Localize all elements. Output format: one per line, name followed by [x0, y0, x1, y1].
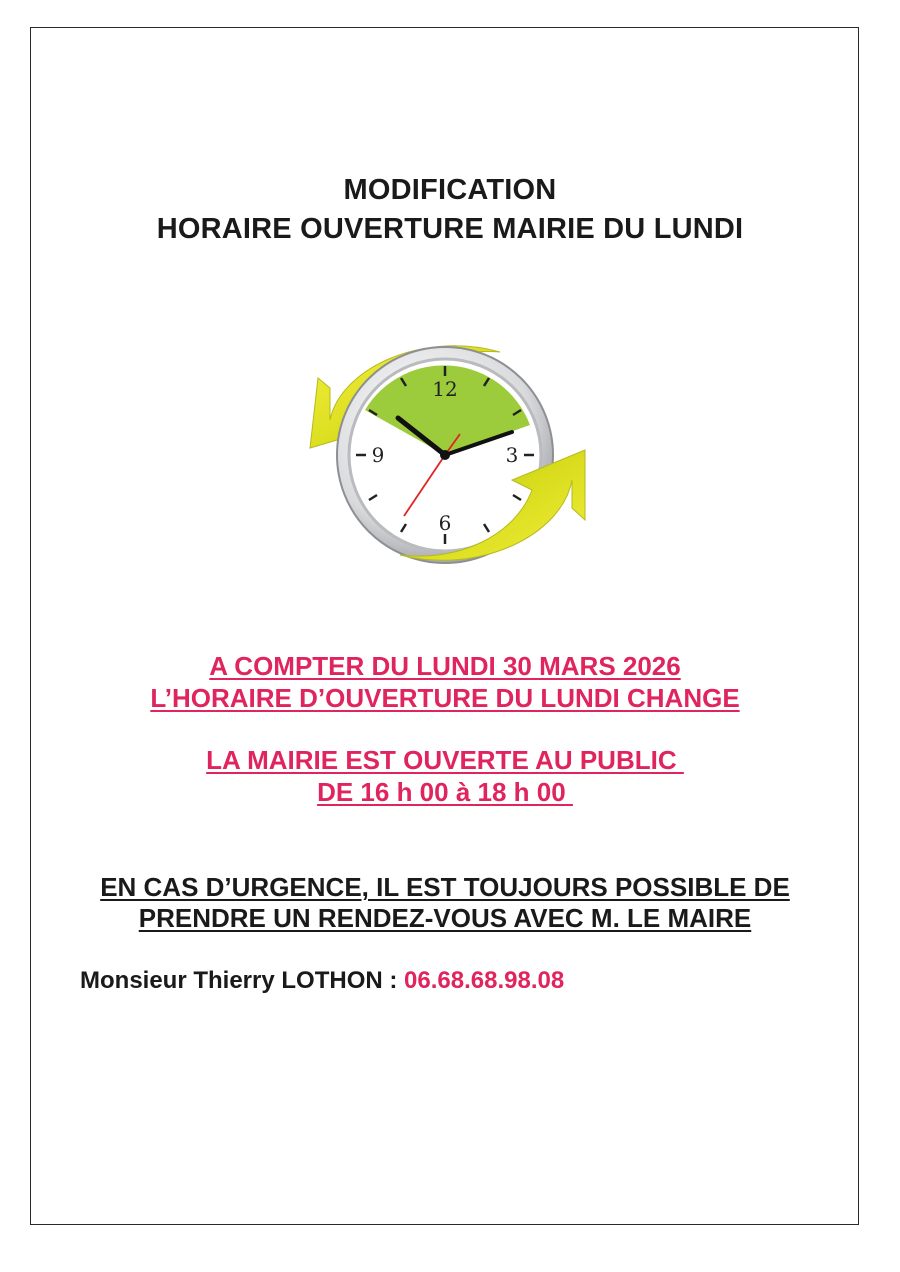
urgency-line-2: PRENDRE UN RENDEZ-VOUS AVEC M. LE MAIRE: [138, 903, 752, 933]
contact-name: Monsieur Thierry LOTHON: [80, 967, 383, 994]
announcement-hours: DE 16 h 00 à 18 h 00: [317, 777, 573, 807]
announcement-open: LA MAIRIE EST OUVERTE AU PUBLIC: [206, 745, 684, 775]
contact-phone[interactable]: 06.68.68.98.08: [404, 967, 565, 994]
urgency-line-1: EN CAS D’URGENCE, IL EST TOUJOURS POSSIBLE DE: [100, 872, 790, 902]
contact-separator: :: [382, 967, 405, 994]
clock-illustration: [300, 330, 600, 580]
clock-numeral-9: 9: [371, 443, 385, 467]
clock-icon: [300, 330, 600, 580]
page-subtitle: HORAIRE OUVERTURE MAIRIE DU LUNDI: [156, 213, 744, 245]
announcement-date: A COMPTER DU LUNDI 30 MARS 2026: [209, 651, 681, 681]
clock-numeral-12: 12: [432, 377, 458, 401]
clock-numeral-3: 3: [505, 443, 519, 467]
clock-numeral-6: 6: [438, 511, 452, 535]
contact-line: [80, 966, 564, 996]
announcement-change: L’HORAIRE D’OUVERTURE DU LUNDI CHANGE: [150, 683, 740, 713]
page-title: MODIFICATION: [343, 174, 557, 206]
